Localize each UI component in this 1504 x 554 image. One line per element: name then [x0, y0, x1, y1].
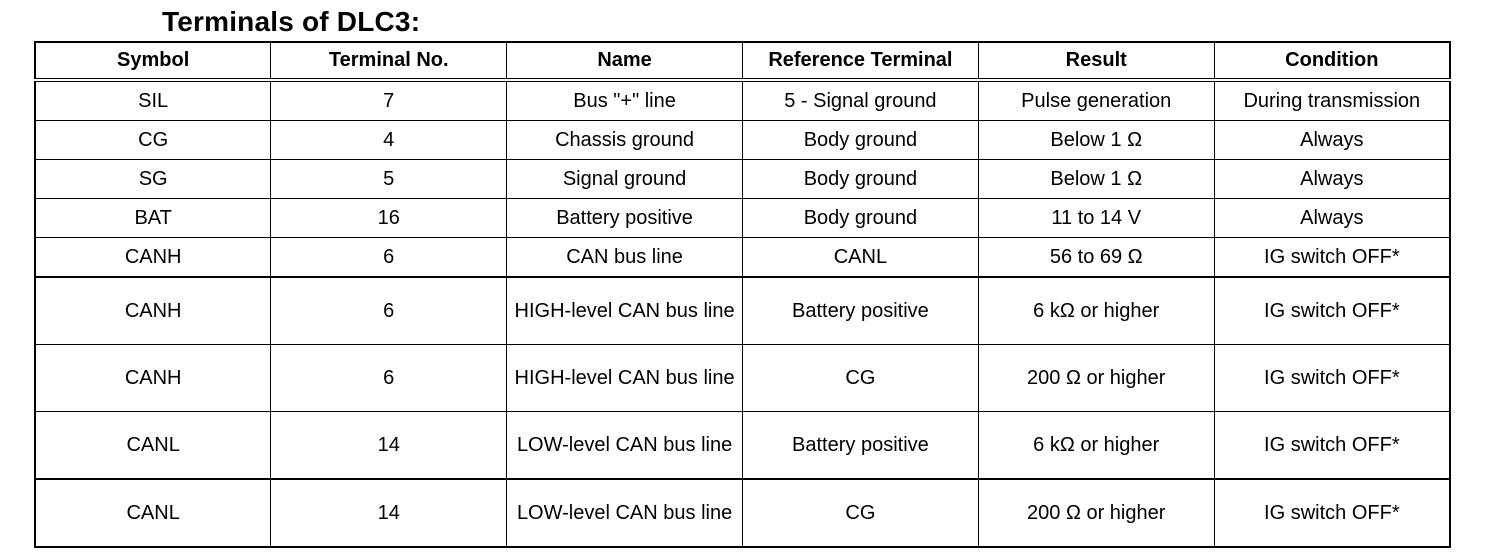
cell-reference-terminal: Battery positive [742, 277, 978, 345]
cell-name: HIGH-level CAN bus line [507, 277, 743, 345]
cell-reference-terminal: 5 - Signal ground [742, 80, 978, 121]
cell-terminal-no: 14 [271, 412, 507, 480]
cell-result: 200 Ω or higher [978, 479, 1214, 547]
table-header-row [35, 42, 1450, 80]
cell-terminal-no: 5 [271, 160, 507, 199]
column-header-name: Name [507, 42, 743, 80]
column-header-terminal-no: Terminal No. [271, 42, 507, 80]
cell-symbol: SIL [35, 80, 271, 121]
cell-result: 56 to 69 Ω [978, 238, 1214, 278]
cell-reference-terminal: Body ground [742, 160, 978, 199]
cell-symbol: CG [35, 121, 271, 160]
cell-name: Signal ground [507, 160, 743, 199]
cell-condition: IG switch OFF* [1214, 412, 1450, 480]
table-row [35, 412, 1450, 480]
cell-name: HIGH-level CAN bus line [507, 345, 743, 412]
column-header-result: Result [978, 42, 1214, 80]
cell-condition: IG switch OFF* [1214, 277, 1450, 345]
cell-name: Battery positive [507, 199, 743, 238]
cell-condition: Always [1214, 199, 1450, 238]
cell-reference-terminal: Body ground [742, 121, 978, 160]
table-row [35, 160, 1450, 199]
cell-symbol: CANH [35, 277, 271, 345]
cell-result: 11 to 14 V [978, 199, 1214, 238]
cell-reference-terminal: CG [742, 345, 978, 412]
cell-reference-terminal: Battery positive [742, 412, 978, 480]
cell-symbol: CANH [35, 238, 271, 278]
dlc3-terminals-table [34, 41, 1451, 548]
cell-terminal-no: 16 [271, 199, 507, 238]
cell-terminal-no: 6 [271, 345, 507, 412]
cell-condition: During transmission [1214, 80, 1450, 121]
cell-terminal-no: 6 [271, 277, 507, 345]
table-row [35, 80, 1450, 121]
cell-name: LOW-level CAN bus line [507, 412, 743, 480]
cell-name: Chassis ground [507, 121, 743, 160]
table-row [35, 277, 1450, 345]
cell-condition: IG switch OFF* [1214, 238, 1450, 278]
cell-condition: IG switch OFF* [1214, 479, 1450, 547]
column-header-condition: Condition [1214, 42, 1450, 80]
cell-condition: Always [1214, 121, 1450, 160]
cell-symbol: BAT [35, 199, 271, 238]
column-header-symbol: Symbol [35, 42, 271, 80]
table-row [35, 199, 1450, 238]
cell-symbol: SG [35, 160, 271, 199]
cell-reference-terminal: CG [742, 479, 978, 547]
cell-symbol: CANL [35, 479, 271, 547]
cell-symbol: CANH [35, 345, 271, 412]
table-row [35, 121, 1450, 160]
cell-terminal-no: 4 [271, 121, 507, 160]
cell-condition: IG switch OFF* [1214, 345, 1450, 412]
cell-symbol: CANL [35, 412, 271, 480]
cell-result: 6 kΩ or higher [978, 412, 1214, 480]
cell-condition: Always [1214, 160, 1450, 199]
cell-result: 200 Ω or higher [978, 345, 1214, 412]
table-row [35, 479, 1450, 547]
cell-terminal-no: 14 [271, 479, 507, 547]
table-row [35, 238, 1450, 278]
cell-reference-terminal: Body ground [742, 199, 978, 238]
cell-result: 6 kΩ or higher [978, 277, 1214, 345]
cell-terminal-no: 7 [271, 80, 507, 121]
cell-result: Below 1 Ω [978, 121, 1214, 160]
cell-name: LOW-level CAN bus line [507, 479, 743, 547]
table-row [35, 345, 1450, 412]
cell-reference-terminal: CANL [742, 238, 978, 278]
cell-name: CAN bus line [507, 238, 743, 278]
column-header-reference-terminal: Reference Terminal [742, 42, 978, 80]
document-title: Terminals of DLC3: [162, 6, 421, 37]
cell-name: Bus "+" line [507, 80, 743, 121]
cell-result: Pulse generation [978, 80, 1214, 121]
cell-result: Below 1 Ω [978, 160, 1214, 199]
cell-terminal-no: 6 [271, 238, 507, 278]
